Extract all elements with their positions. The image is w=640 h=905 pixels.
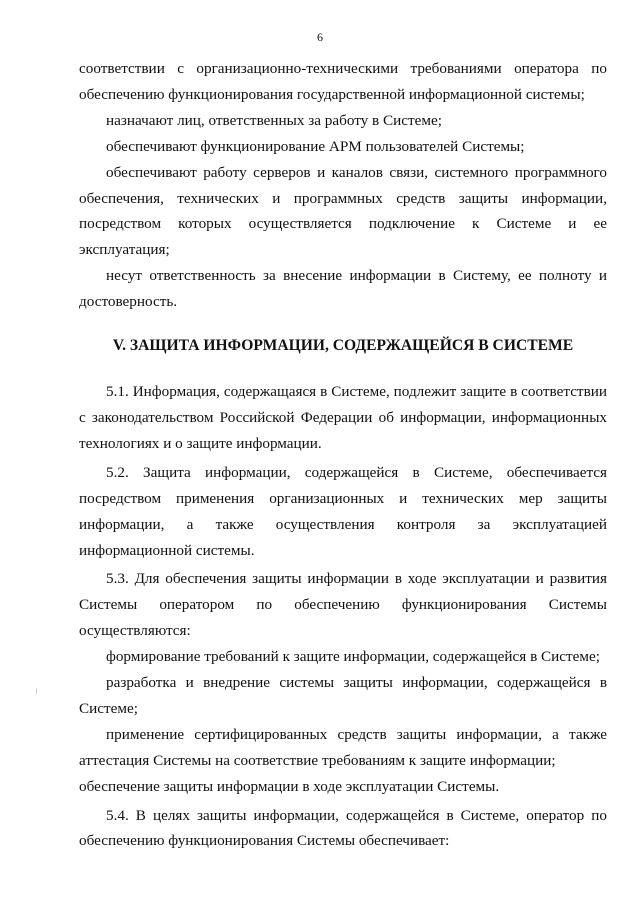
paragraph: разработка и внедрение системы защиты информации, содержащейся в Системе;	[79, 674, 607, 717]
margin-mark	[36, 688, 37, 694]
paragraph: формирование требований к защите информации, содержащейся в Системе;	[106, 648, 600, 666]
paragraph: несут ответственность за внесение информации в Систему, ее полноту и достоверность.	[79, 267, 607, 311]
paragraph: обеспечивают работу серверов и каналов связи, системного программного обеспечения, технических и программных средств защиты информации, посредством которых осуществляется подключение к Системе и ее эксплуатация;	[79, 163, 607, 259]
paragraph: 5.2. Защита информации, содержащейся в Системе, обеспечивается посредством применения организационных и технических мер защиты информации, а также осуществления контроля за эксплуатацией информационной системы.	[79, 463, 607, 559]
paragraph: 5.1. Информация, содержащаяся в Системе, подлежит защите в соответствии с законодательством Российской Федерации об информации, информационных технологиях и о защите информации.	[79, 383, 607, 452]
paragraph: назначают лиц, ответственных за работу в Системе;	[106, 111, 442, 129]
paragraph: 5.3. Для обеспечения защиты информации в ходе эксплуатации и развития Системы оператором по обеспечению функционирования Системы осуществляются:	[79, 570, 607, 640]
paragraph: 5.4. В целях защиты информации, содержащейся в Системе, оператор по обеспечению функционирования Системы обеспечивает:	[79, 806, 607, 850]
document-body	[79, 56, 607, 854]
page-number: 6	[317, 30, 323, 44]
paragraph: обеспечение защиты информации в ходе эксплуатации Системы.	[79, 777, 500, 795]
paragraph: обеспечивают функционирование АРМ пользователей Системы;	[106, 137, 525, 155]
paragraph: применение сертифицированных средств защиты информации, а также аттестация Системы на соответствие требованиям к защите информации;	[79, 725, 607, 769]
paragraph: соответствии с организационно-техническими требованиями оператора по обеспечению функционирования государственной информационной системы;	[79, 60, 607, 103]
section-heading: V. ЗАЩИТА ИНФОРМАЦИИ, СОДЕРЖАЩЕЙСЯ В СИСТЕМЕ	[112, 337, 574, 355]
